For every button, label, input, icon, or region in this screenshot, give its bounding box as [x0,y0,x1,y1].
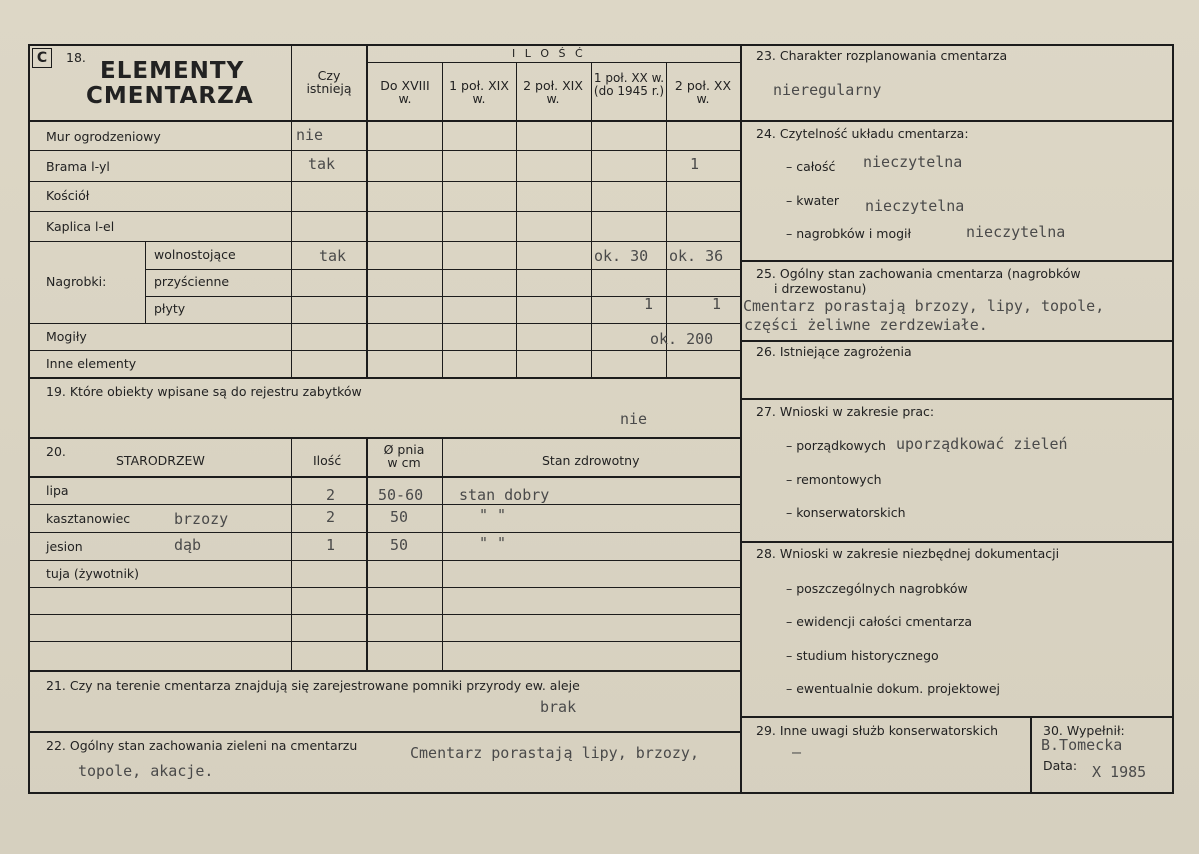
section-28-item-1: – poszczególnych nagrobków [786,581,968,596]
tree-row-4-label: tuja (żywotnik) [46,566,140,581]
tree-row-3-extra: dąb [174,536,202,554]
row-label-brama: Brama l-yl [46,159,110,174]
tree-row-1-label: lipa [46,483,69,498]
header-stan-zdrowotny: Stan zdrowotny [542,453,640,468]
section-22-label: 22. Ogólny stan zachowania zieleni na cmentarzu [46,738,358,753]
row-label-kosciol: Kościół [46,188,90,203]
section-30-data-value: X 1985 [1092,763,1147,781]
section-28-item-3: – studium historycznego [786,648,939,663]
tree-row-2-label: kasztanowiec [46,511,131,526]
section-25-value-line1: Cmentarz porastają brzozy, lipy, topole, [743,297,1105,315]
section-21-value: brak [540,698,577,716]
section-25-label-line1: 25. Ogólny stan zachowania cmentarza (nagrobków [756,266,1081,281]
section-22-value-line2: topole, akacje. [78,762,214,780]
value-wolno-czy: tak [319,247,347,265]
section-19-value: nie [620,410,648,428]
section-27-remontowych: – remontowych [786,472,882,487]
tree-row-3-stan: " " [479,534,507,552]
value-plyty-2polxx: 1 [712,295,722,313]
section-28-item-4: – ewentualnie dokum. projektowej [786,681,1001,696]
header-pnia-symbol: Ø pnia [383,442,425,457]
row-label-mogily: Mogiły [46,329,87,344]
section-25-value-line2: części żeliwne zerdzewiałe. [744,316,988,334]
value-brama-2polxx: 1 [690,155,700,173]
value-wolno-1polxx: ok. 30 [594,247,649,265]
section-29-label: 29. Inne uwagi służb konserwatorskich [756,723,998,738]
section-24-kwater-value: nieczytelna [865,197,965,215]
section-23-label: 23. Charakter rozplanowania cmentarza [756,48,1008,63]
section-20-title: STARODRZEW [116,453,205,468]
section-28-label: 28. Wnioski w zakresie niezbędnej dokumentacji [756,546,1060,561]
section-24-nagrobkow: – nagrobków i mogił [786,226,912,241]
section-30-name: B.Tomecka [1041,736,1123,754]
tree-row-1-ilosc: 2 [326,486,336,504]
tree-row-2-extra: brzozy [174,510,229,528]
row-label-przyscienne: przyścienne [154,274,230,289]
section-29-value: – [792,743,802,761]
header-col-2-xx: 2 poł. XX w. [674,78,732,107]
header-ilosc: I L O Ś Ć [512,47,586,60]
section-30-label: 30. Wypełnił: [1043,723,1125,738]
row-label-kaplica: Kaplica l-el [46,219,115,234]
section-18-title-line1: ELEMENTY [100,58,245,84]
section-23-value: nieregularny [773,81,882,99]
header-col-do-xviii: Do XVIII w. [380,78,430,107]
tree-row-1-pnia: 50-60 [378,486,424,504]
section-24-calosc: – całość [786,159,836,174]
section-27-konserwatorskich: – konserwatorskich [786,505,906,520]
row-label-nagrobki: Nagrobki: [46,274,107,289]
row-label-inne: Inne elementy [46,356,137,371]
section-corner-letter: C [32,48,52,68]
header-col-1-xx: 1 poł. XX w. (do 1945 r.) [593,71,665,98]
row-label-wolnostojace: wolnostojące [154,247,236,262]
section-24-nagrobkow-value: nieczytelna [966,223,1066,241]
tree-row-2-stan: " " [479,506,507,524]
header-ilosc-trees: Ilość [313,453,342,468]
section-24-label: 24. Czytelność układu cmentarza: [756,126,969,141]
header-pnia-unit: w cm [387,455,421,471]
row-label-plyty: płyty [154,301,186,316]
value-mur-czy: nie [296,126,324,144]
section-26-label: 26. Istniejące zagrożenia [756,344,912,359]
section-20-number: 20. [46,444,66,459]
section-28-item-2: – ewidencji całości cmentarza [786,614,973,629]
section-24-kwater: – kwater [786,193,840,208]
tree-row-2-pnia: 50 [390,508,409,526]
header-czy-istnieja: Czy istnieją [306,68,352,97]
header-pnia [368,443,440,469]
section-18-title-line2: CMENTARZA [86,83,254,109]
tree-row-1-stan: stan dobry [459,486,550,504]
section-18-number: 18. [66,50,86,65]
section-24-calosc-value: nieczytelna [863,153,963,171]
value-wolno-2polxx: ok. 36 [669,247,724,265]
section-25-label-line2: i drzewostanu) [774,281,867,296]
header-col-2-xix: 2 poł. XIX w. [523,78,583,107]
tree-row-3-label: jesion [46,539,83,554]
section-27-porzadkowych: – porządkowych [786,438,886,453]
tree-row-3-ilosc: 1 [326,536,336,554]
value-plyty-1polxx: 1 [644,295,654,313]
section-22-value-line1: Cmentarz porastają lipy, brzozy, [410,744,699,762]
section-21-label: 21. Czy na terenie cmentarza znajdują się zarejestrowane pomniki przyrody ew. aleje [46,678,580,693]
section-27-porzadkowych-value: uporządkować zieleń [896,435,1068,453]
value-mogily: ok. 200 [650,330,714,348]
header-col-1-xix: 1 poł. XIX w. [449,78,509,107]
tree-row-2-ilosc: 2 [326,508,336,526]
row-label-mur: Mur ogrodzeniowy [46,129,161,144]
section-27-label: 27. Wnioski w zakresie prac: [756,404,935,419]
section-30-data-label: Data: [1043,758,1078,773]
section-19-label: 19. Które obiekty wpisane są do rejestru zabytków [46,384,362,399]
value-brama-czy: tak [308,155,336,173]
tree-row-3-pnia: 50 [390,536,409,554]
